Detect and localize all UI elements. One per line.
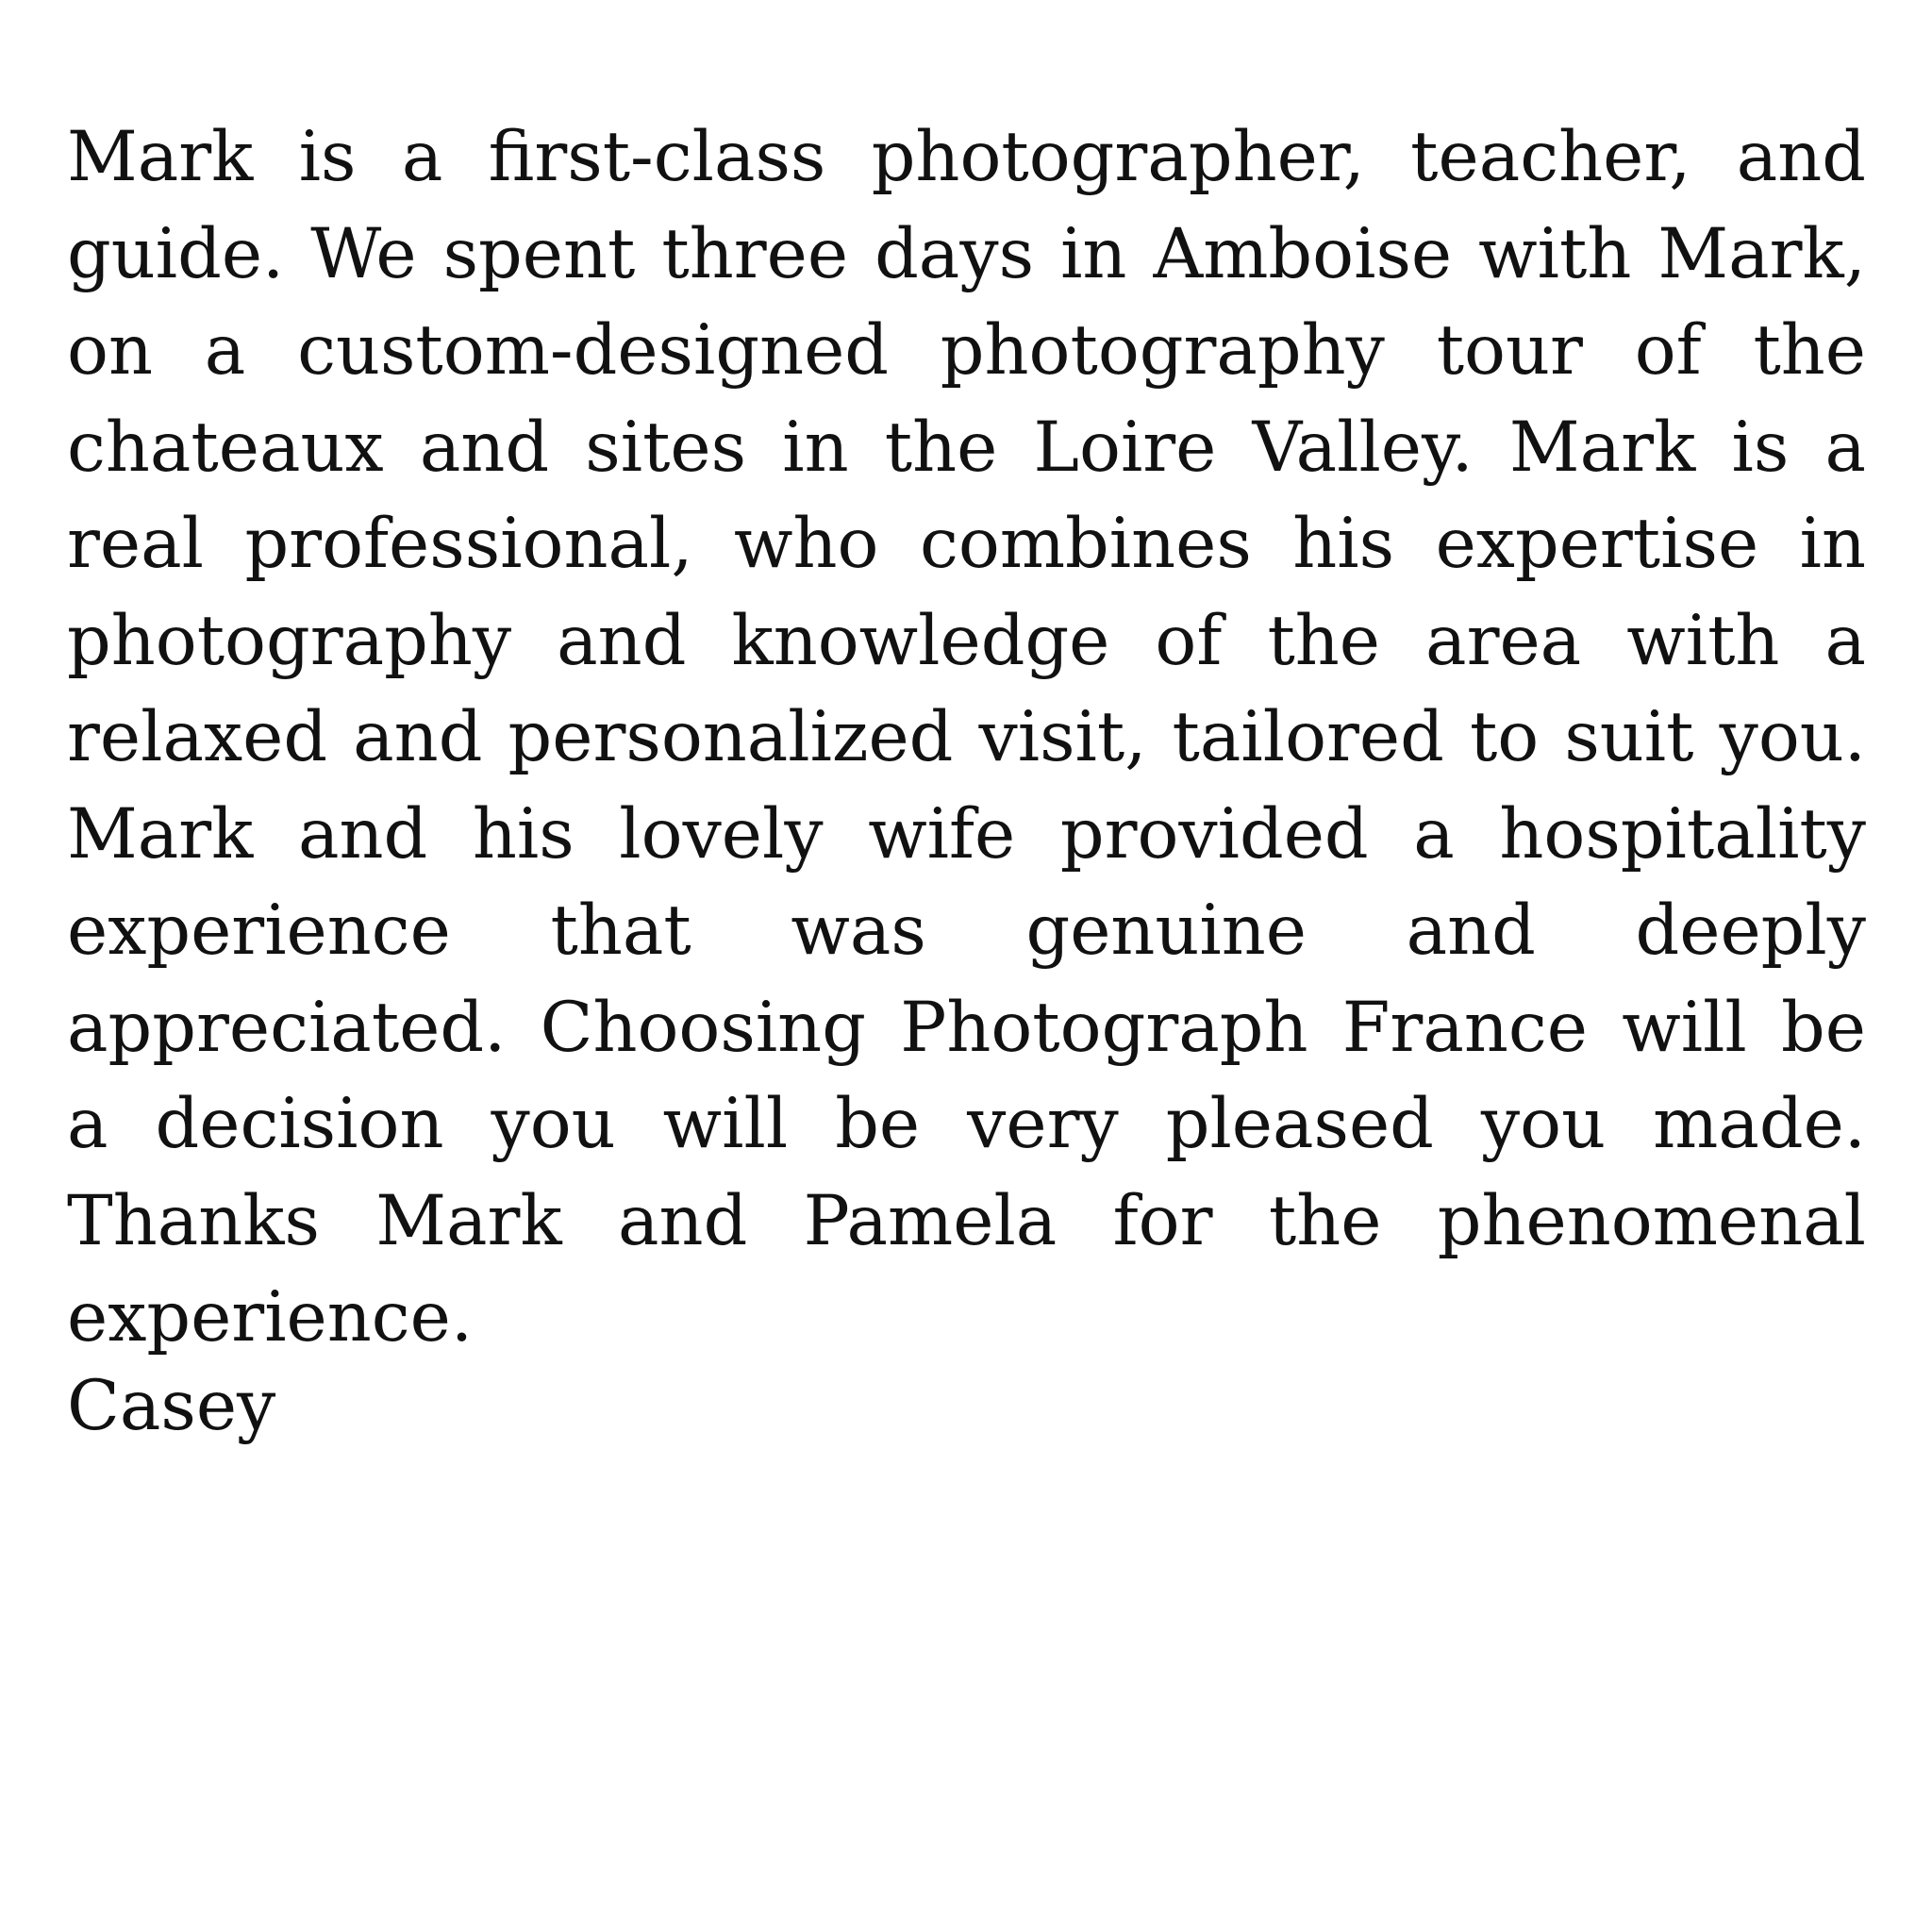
testimonial-signature: Casey bbox=[67, 1366, 276, 1446]
testimonial-body: Mark is a first-class photographer, teacher, and guide. We spent three days in Amboise with Mark, on a custom-designed photography tour of the chateaux and sites in the Loire Valley. Mark is a real professional, who combines his expertise in photography and knowledge of the area with a relaxed and personalized visit, tailored to suit you. Mark and his lovely wife provided a hospitality experience that was genuine and deeply appreciated. Choosing Photograph France will be a decision you will be very pleased you made. Thanks Mark and Pamela for the phenomenal experience. bbox=[67, 117, 1866, 1357]
